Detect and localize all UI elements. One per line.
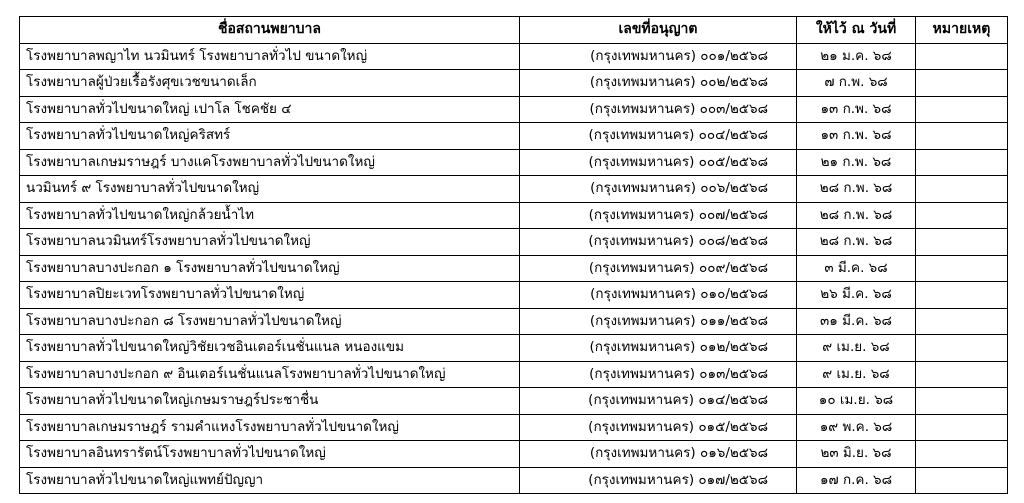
issue-date-cell: ๓ มี.ค. ๖๘ — [797, 255, 916, 282]
table-row — [20, 43, 1008, 70]
hospital-name-cell: โรงพยาบาลทั่วไปขนาดใหญ่คริสทร์ — [20, 123, 520, 150]
license-number-cell: (กรุงเทพมหานคร) ๐๑๖/๒๕๖๘ — [520, 441, 797, 468]
note-cell — [916, 43, 1008, 70]
note-cell — [916, 229, 1008, 256]
table-row — [20, 388, 1008, 415]
issue-date-cell: ๙ เม.ย. ๖๘ — [797, 361, 916, 388]
issue-date-cell: ๒๓ มิ.ย. ๖๘ — [797, 441, 916, 468]
note-cell — [916, 123, 1008, 150]
note-cell — [916, 255, 1008, 282]
column-header-license: เลขที่อนุญาต — [520, 17, 797, 44]
issue-date-cell: ๑๙ พ.ค. ๖๘ — [797, 414, 916, 441]
note-cell — [916, 361, 1008, 388]
note-cell — [916, 467, 1008, 494]
hospital-name-cell: โรงพยาบาลบางปะกอก ๑ โรงพยาบาลทั่วไปขนาดใหญ่ — [20, 255, 520, 282]
table-row — [20, 441, 1008, 468]
issue-date-cell: ๑๐ เม.ย. ๖๘ — [797, 388, 916, 415]
note-cell — [916, 282, 1008, 309]
table-row — [20, 361, 1008, 388]
hospital-name-cell: โรงพยาบาลอินทรารัตน์โรงพยาบาลทั่วไปขนาดใหญ่ — [20, 441, 520, 468]
note-cell — [916, 176, 1008, 203]
table-row — [20, 467, 1008, 494]
note-cell — [916, 96, 1008, 123]
table-row — [20, 229, 1008, 256]
note-cell — [916, 441, 1008, 468]
license-number-cell: (กรุงเทพมหานคร) ๐๐๙/๒๕๖๘ — [520, 255, 797, 282]
note-cell — [916, 308, 1008, 335]
issue-date-cell: ๑๓ ก.พ. ๖๘ — [797, 96, 916, 123]
license-number-cell: (กรุงเทพมหานคร) ๐๑๔/๒๕๖๘ — [520, 388, 797, 415]
issue-date-cell: ๑๗ ก.ค. ๖๘ — [797, 467, 916, 494]
license-number-cell: (กรุงเทพมหานคร) ๐๐๒/๒๕๖๘ — [520, 70, 797, 97]
note-cell — [916, 388, 1008, 415]
table-row — [20, 255, 1008, 282]
issue-date-cell: ๓๑ มี.ค. ๖๘ — [797, 308, 916, 335]
table-row — [20, 282, 1008, 309]
license-number-cell: (กรุงเทพมหานคร) ๐๐๔/๒๕๖๘ — [520, 123, 797, 150]
table-header-row — [20, 17, 1008, 44]
issue-date-cell: ๒๖ มี.ค. ๖๘ — [797, 282, 916, 309]
license-number-cell: (กรุงเทพมหานคร) ๐๑๗/๒๕๖๘ — [520, 467, 797, 494]
hospital-name-cell: โรงพยาบาลบางปะกอก ๘ โรงพยาบาลทั่วไปขนาดใหญ่ — [20, 308, 520, 335]
hospital-name-cell: โรงพยาบาลทั่วไปขนาดใหญ่เกษมราษฎร์ประชาชื่น — [20, 388, 520, 415]
issue-date-cell: ๒๑ ก.พ. ๖๘ — [797, 149, 916, 176]
note-cell — [916, 202, 1008, 229]
license-number-cell: (กรุงเทพมหานคร) ๐๐๗/๒๕๖๘ — [520, 202, 797, 229]
column-header-note: หมายเหตุ — [916, 17, 1008, 44]
note-cell — [916, 335, 1008, 362]
column-header-name: ชื่อสถานพยาบาล — [20, 17, 520, 44]
license-number-cell: (กรุงเทพมหานคร) ๐๑๕/๒๕๖๘ — [520, 414, 797, 441]
license-number-cell: (กรุงเทพมหานคร) ๐๐๓/๒๕๖๘ — [520, 96, 797, 123]
table-body — [20, 43, 1008, 494]
table-row — [20, 202, 1008, 229]
note-cell — [916, 414, 1008, 441]
note-cell — [916, 149, 1008, 176]
license-number-cell: (กรุงเทพมหานคร) ๐๑๒/๒๕๖๘ — [520, 335, 797, 362]
license-number-cell: (กรุงเทพมหานคร) ๐๑๑/๒๕๖๘ — [520, 308, 797, 335]
hospital-name-cell: โรงพยาบาลปิยะเวทโรงพยาบาลทั่วไปขนาดใหญ่ — [20, 282, 520, 309]
table-row — [20, 123, 1008, 150]
hospital-name-cell: นวมินทร์ ๙ โรงพยาบาลทั่วไปขนาดใหญ่ — [20, 176, 520, 203]
issue-date-cell: ๒๘ ก.พ. ๖๘ — [797, 202, 916, 229]
note-cell — [916, 70, 1008, 97]
hospital-name-cell: โรงพยาบาลทั่วไปขนาดใหญ่แพทย์ปัญญา — [20, 467, 520, 494]
issue-date-cell: ๒๘ ก.พ. ๖๘ — [797, 229, 916, 256]
issue-date-cell: ๙ เม.ย. ๖๘ — [797, 335, 916, 362]
hospital-name-cell: โรงพยาบาลผู้ป่วยเรื้อรังศุขเวชขนาดเล็ก — [20, 70, 520, 97]
issue-date-cell: ๒๑ ม.ค. ๖๘ — [797, 43, 916, 70]
license-number-cell: (กรุงเทพมหานคร) ๐๑๐/๒๕๖๘ — [520, 282, 797, 309]
hospital-name-cell: โรงพยาบาลทั่วไปขนาดใหญ่วิชัยเวชอินเตอร์เนชั่นแนล หนองแขม — [20, 335, 520, 362]
hospital-name-cell: โรงพยาบาลบางปะกอก ๙ อินเตอร์เนชั่นแนลโรงพยาบาลทั่วไปขนาดใหญ่ — [20, 361, 520, 388]
hospital-name-cell: โรงพยาบาลเกษมราษฎร์ รามคำแหงโรงพยาบาลทั่วไปขนาดใหญ่ — [20, 414, 520, 441]
column-header-date: ให้ไว้ ณ วันที่ — [797, 17, 916, 44]
hospital-name-cell: โรงพยาบาลเกษมราษฎร์ บางแคโรงพยาบาลทั่วไปขนาดใหญ่ — [20, 149, 520, 176]
hospital-name-cell: โรงพยาบาลพญาไท นวมินทร์ โรงพยาบาลทั่วไป ขนาดใหญ่ — [20, 43, 520, 70]
license-number-cell: (กรุงเทพมหานคร) ๐๐๘/๒๕๖๘ — [520, 229, 797, 256]
hospital-license-table — [19, 16, 1008, 494]
table-row — [20, 414, 1008, 441]
table-row — [20, 96, 1008, 123]
table-row — [20, 176, 1008, 203]
table-row — [20, 335, 1008, 362]
table-row — [20, 70, 1008, 97]
license-number-cell: (กรุงเทพมหานคร) ๐๐๖/๒๕๖๘ — [520, 176, 797, 203]
license-number-cell: (กรุงเทพมหานคร) ๐๐๕/๒๕๖๘ — [520, 149, 797, 176]
license-number-cell: (กรุงเทพมหานคร) ๐๐๑/๒๕๖๘ — [520, 43, 797, 70]
license-number-cell: (กรุงเทพมหานคร) ๐๑๓/๒๕๖๘ — [520, 361, 797, 388]
hospital-name-cell: โรงพยาบาลทั่วไปขนาดใหญ่ เปาโล โชคชัย ๔ — [20, 96, 520, 123]
issue-date-cell: ๑๓ ก.พ. ๖๘ — [797, 123, 916, 150]
issue-date-cell: ๗ ก.พ. ๖๘ — [797, 70, 916, 97]
table-row — [20, 149, 1008, 176]
hospital-name-cell: โรงพยาบาลนวมินทร์โรงพยาบาลทั่วไปขนาดใหญ่ — [20, 229, 520, 256]
hospital-name-cell: โรงพยาบาลทั่วไปขนาดใหญ่กล้วยน้ำไท — [20, 202, 520, 229]
table-row — [20, 308, 1008, 335]
issue-date-cell: ๒๘ ก.พ. ๖๘ — [797, 176, 916, 203]
